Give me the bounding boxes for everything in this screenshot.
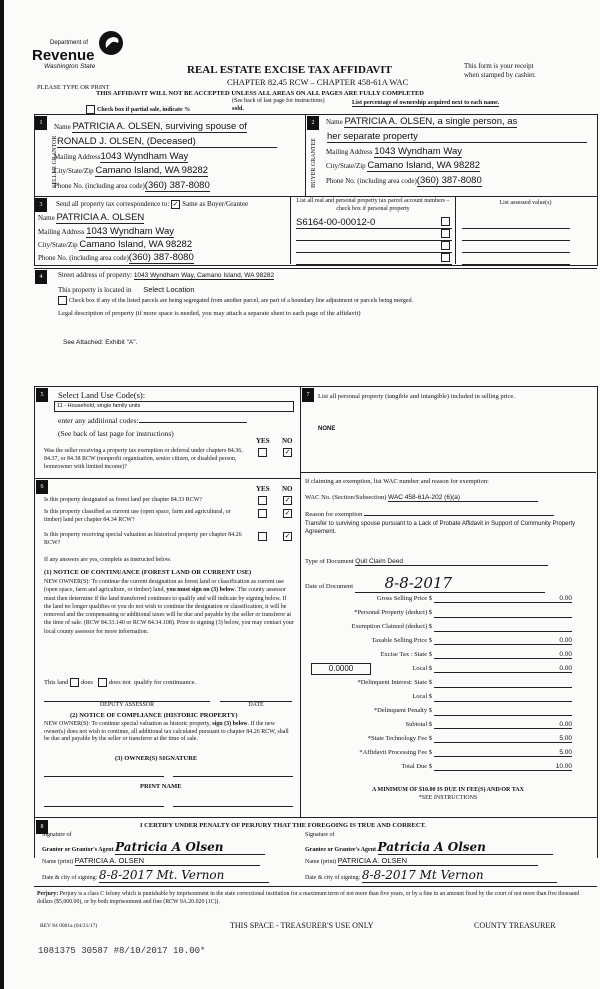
no-header: NO — [282, 485, 293, 493]
continuance-text: NEW OWNER(S): To continue the current designation as forest land or classification as current use (open space, farm and agriculture, or timber) land, you must sign on (3) below. The county assessor must then determine if the land transferred continues to qualify and will indicate by signing below. If the land no longer qualifies or you do not wish to continue the designation or classification, it will be removed and the compensating or additional taxes will be due and payable by the seller or transferor at the time of sale. (RCW 84.33.140 or RCW 84.34.108). Prior to signing (3) below, you may contact your local county assessor for more information. — [44, 579, 294, 635]
perjury-note: Perjury: Perjury is a class C felony which is punishable by imprisonment in the state correctional institution for a maximum term of not more than five years, or by a fine in an amount fixed by the court of not more than five thousand dollars ($5,000.00), or by both imprisonment and fine (RCW 9A.20.020 (1C)). — [37, 891, 580, 905]
grantee-address-field[interactable]: Mailing Address 1043 Wyndham Way — [326, 146, 462, 157]
land-use-instructions: (See back of last page for instructions) — [58, 429, 174, 438]
assessed-row[interactable] — [462, 217, 570, 229]
owner-signature-line[interactable] — [44, 776, 164, 777]
deputy-assessor-line[interactable]: DEPUTY ASSESSOR — [44, 701, 210, 708]
tax-name-field[interactable]: Name PATRICIA A. OLSEN — [38, 212, 145, 223]
grantor-date-city[interactable]: Date & city of signing: 8-8-2017 Mt. Vernon — [42, 868, 269, 883]
fee-row-delinquent-local: Local $ — [310, 693, 572, 707]
if-yes-note: If any answers are yes, complete as instructed below. — [44, 557, 172, 563]
parcel-row[interactable] — [296, 253, 452, 265]
current-use-question: Is this property classified as current use (open space, farm and agricultural, or timber) land per chapter 84.34 RCW? — [44, 509, 231, 523]
does-not-checkbox[interactable] — [98, 678, 107, 687]
warning-line: THIS AFFIDAVIT WILL NOT BE ACCEPTED UNLESS ALL AREAS ON ALL PAGES ARE FULLY COMPLETED — [96, 90, 424, 97]
revenue-logo-icon — [98, 30, 124, 56]
treasurer-use-label: THIS SPACE - TREASURER'S USE ONLY — [230, 921, 374, 930]
assessed-row[interactable] — [462, 253, 570, 265]
parcel-row[interactable]: S6164-00-00012-0 — [296, 217, 452, 229]
street-address-field[interactable]: Street address of property: 1043 Wyndham Way, Camano Island, WA 98282 — [58, 271, 275, 279]
sold-label: sold. — [232, 106, 244, 112]
print-name-label: PRINT NAME — [140, 783, 182, 790]
same-as-buyer-checkbox[interactable]: Send all property tax correspondence to: ✓ Same as Buyer/Grantee — [56, 200, 249, 209]
exemption-title: If claiming an exemption, list WAC number and reason for exemption: — [305, 478, 489, 485]
parcel-row[interactable] — [296, 229, 452, 241]
print-name-line[interactable] — [44, 806, 164, 807]
historic-no-checkbox[interactable]: ✓ — [284, 532, 291, 540]
local-rate-box[interactable]: 0.0000 — [311, 663, 371, 675]
page-title: REAL ESTATE EXCISE TAX AFFIDAVIT — [187, 64, 392, 76]
fee-row-local-tax: 0.0000 Local $ 0.00 — [310, 665, 572, 679]
grantor-name-field[interactable]: Name PATRICIA A. OLSEN, surviving spouse of — [54, 121, 247, 132]
fee-row-gross: Gross Selling Price $ 0.00 — [376, 595, 572, 602]
certify-statement: I CERTIFY UNDER PENALTY OF PERJURY THAT THE FOREGOING IS TRUE AND CORRECT. — [140, 822, 427, 829]
current-use-no-checkbox[interactable]: ✓ — [284, 509, 291, 517]
grantor-sig-label: Signature of — [42, 832, 72, 838]
exemption-question: Was the seller receiving a property tax exemption or deferral under chapters 84.36, 84.37, or 84.38 RCW (nonprofit organization, senior citizen, or disabled person, homeowner with limited income)? — [44, 448, 243, 470]
seller-grantor-label: SELLER GRANTOR — [52, 135, 58, 188]
grantor-phone-field[interactable]: Phone No. (including area code)(360) 387-8080 — [54, 180, 210, 191]
continuance-qualify: This land does does not qualify for continuance. — [44, 678, 197, 686]
document-type-field[interactable]: Type of Document Quit Claim Deed — [305, 558, 548, 566]
fee-row-state-tax: Excise Tax : State $ 0.00 — [380, 651, 572, 658]
county-treasurer-label: COUNTY TREASURER — [474, 921, 556, 930]
forest-land-question: Is this property designated as forest land per chapter 84.33 RCW? — [44, 497, 203, 503]
reason-value[interactable]: Transfer to surviving spouse pursuant to a Lack of Probate Affidavit in Support of Community Property Agreement. — [305, 521, 576, 535]
grantor-name-line2[interactable]: RONALD J. OLSEN, (Deceased) — [57, 136, 277, 148]
receipt-note-2: when stamped by cashier. — [464, 71, 536, 79]
grantee-name-line2[interactable]: her separate property — [327, 131, 587, 143]
personal-property-value[interactable]: NONE — [318, 426, 336, 432]
continuance-title: (1) NOTICE OF CONTINUANCE (FOREST LAND OR CURRENT USE) — [44, 569, 252, 576]
located-field[interactable]: This property is located in Select Location — [58, 285, 195, 294]
fee-row-taxable: Taxable Selling Price $ 0.00 — [371, 637, 572, 644]
exemption-no-checkbox[interactable]: ✓ — [284, 448, 291, 456]
legal-description-value[interactable]: See Attached: Exhibit "A". — [63, 339, 138, 346]
yes-header: YES — [256, 485, 270, 493]
grantor-city-field[interactable]: City/State/Zip Camano Island, WA 98282 — [54, 165, 209, 176]
fees-table — [310, 595, 572, 777]
see-instructions-note: *SEE INSTRUCTIONS — [418, 795, 478, 801]
type-print-note: PLEASE TYPE OR PRINT — [37, 84, 110, 91]
section-4-number: 4 — [35, 270, 47, 284]
wac-field[interactable]: WAC No. (Section/Subsection) WAC 458-61A-202 (6)(a) — [305, 494, 538, 502]
parcel-row[interactable] — [296, 241, 452, 253]
print-name-line-2[interactable] — [173, 806, 293, 807]
personal-property-label: List all personal property (tangible and intangible) included in selling price. — [318, 393, 515, 400]
grantee-city-field[interactable]: City/State/Zip Camano Island, WA 98282 — [326, 160, 481, 171]
assessed-row[interactable] — [462, 241, 570, 253]
yes-header: YES — [256, 437, 270, 445]
section-3-number: 3 — [35, 198, 47, 212]
grantee-sig-label: Signature of — [305, 832, 335, 838]
fee-row-total: Total Due $ 10.00 — [401, 763, 572, 770]
fee-row-delinquent-state: *Delinquent Interest: State $ — [310, 679, 572, 693]
fee-row-subtotal: Subtotal $ 0.00 — [405, 721, 572, 728]
cashier-stamp: 1081375 30587 #8/10/2017 10.00* — [38, 946, 206, 956]
grantee-date-city[interactable]: Date & city of signing: 8-8-2017 Mt Vernon — [305, 868, 557, 883]
land-use-title: Select Land Use Code(s): — [58, 390, 146, 400]
historic-question: Is this property receiving special valuation as historical property per chapter 84.26 RCW? — [44, 532, 242, 546]
partial-sale-checkbox[interactable]: Check box if partial sale, indicate % — [86, 105, 190, 114]
section-5-number: 5 — [36, 388, 48, 402]
forest-yes-checkbox[interactable] — [258, 496, 267, 505]
compliance-text: NEW OWNER(S): To continue special valuation as historic property, sign (3) below. If the new owner(s) does not wish to continue, all additional tax calculated pursuant to chapter 84.26 RCW, shall be due and payable by the seller or transferor at the time of sale. — [44, 721, 289, 742]
no-header: NO — [282, 437, 293, 445]
grantee-signature-field[interactable]: Grantee or Grantee's Agent Patricia A Olsen — [305, 840, 553, 855]
chapter-line: CHAPTER 82.45 RCW – CHAPTER 458-61A WAC — [227, 77, 409, 87]
assessed-values — [462, 217, 570, 265]
owner-signature-title: (3) OWNER(S) SIGNATURE — [115, 755, 198, 762]
dept-label: Department of — [50, 40, 89, 46]
assessor-date-line[interactable]: DATE — [220, 701, 292, 708]
legal-description-label: Legal description of property (if more space is needed, you may attach a separate sheet to each page of the affidavit) — [58, 310, 361, 317]
section-6-number: 6 — [36, 480, 48, 494]
scan-edge — [0, 0, 4, 989]
grantor-signature-field[interactable]: Grantor or Grantor's Agent Patricia A Olsen — [42, 840, 265, 855]
fee-row-tech: *State Technology Fee $ 5.00 — [367, 735, 572, 742]
fee-row-personal: *Personal Property (deduct) $ — [310, 609, 572, 623]
parcel-list — [296, 217, 452, 265]
parcel-header: List all real and personal property tax parcel account numbers – check box if personal property — [296, 198, 450, 212]
section-1-number: 1 — [35, 116, 47, 130]
grantee-name-field[interactable]: Name PATRICIA A. OLSEN, a single person, as — [326, 116, 518, 127]
logo-revenue: Revenue — [32, 47, 95, 64]
assessed-header: List assessed value(s) — [499, 200, 552, 206]
fee-row-processing: *Affidavit Processing Fee $ 5.00 — [359, 749, 572, 756]
section-7-number: 7 — [302, 388, 314, 402]
assessed-row[interactable] — [462, 229, 570, 241]
tax-city-field[interactable]: City/State/Zip Camano Island, WA 98282 — [38, 239, 193, 250]
logo-state: Washington State — [44, 63, 96, 70]
fee-row-penalty: *Delinquent Penalty $ — [310, 707, 572, 721]
current-use-yes-checkbox[interactable] — [258, 509, 267, 518]
see-back-note: (See back of last page for instructions) — [232, 98, 325, 104]
historic-yes-checkbox[interactable] — [258, 532, 267, 541]
does-checkbox[interactable] — [70, 678, 79, 687]
compliance-title: (2) NOTICE OF COMPLIANCE (HISTORIC PROPERTY) — [70, 712, 238, 719]
pct-note: List percentage of ownership acquired next to each name. — [352, 100, 500, 106]
section-2-number: 2 — [307, 116, 319, 130]
grantee-phone-field[interactable]: Phone No. (including area code)(360) 387-8080 — [326, 175, 482, 186]
grantor-address-field[interactable]: Mailing Address1043 Wyndham Way — [54, 151, 189, 162]
revision-label: REV 84 0001a (04/21/17) — [40, 923, 98, 929]
forest-no-checkbox[interactable]: ✓ — [284, 496, 291, 504]
receipt-note: This form is your receipt — [464, 62, 534, 70]
grantee-name-print[interactable]: Name (print) PATRICIA A. OLSEN — [305, 856, 538, 866]
reason-field[interactable]: Reason for exemption — [305, 511, 554, 518]
exemption-yes-checkbox[interactable] — [258, 448, 267, 457]
fee-row-exemption: Exemption Claimed (deduct) $ — [310, 623, 572, 637]
owner-signature-line-2[interactable] — [173, 776, 293, 777]
section-8-number: 8 — [36, 820, 48, 834]
grantor-name-print[interactable]: Name (print) PATRICIA A. OLSEN — [42, 856, 260, 866]
tax-address-field[interactable]: Mailing Address 1043 Wyndham Way — [38, 226, 174, 237]
tax-phone-field[interactable]: Phone No. (including area code)(360) 387-8080 — [38, 252, 194, 263]
segregated-checkbox[interactable]: Check box if any of the listed parcels are being segregated from another parcel, are part of a boundary line adjustment or parcels being merged. — [58, 296, 413, 305]
minimum-due-note: A MINIMUM OF $10.00 IS DUE IN FEE(S) AND/OR TAX — [372, 787, 524, 793]
land-use-select[interactable]: 11 - Household, single family units — [54, 401, 294, 412]
additional-codes-field[interactable]: enter any additional codes: — [58, 416, 247, 425]
buyer-grantee-label: BUYER GRANTEE — [311, 138, 317, 188]
document-date-field[interactable]: Date of Document 8-8-2017 — [305, 574, 545, 593]
